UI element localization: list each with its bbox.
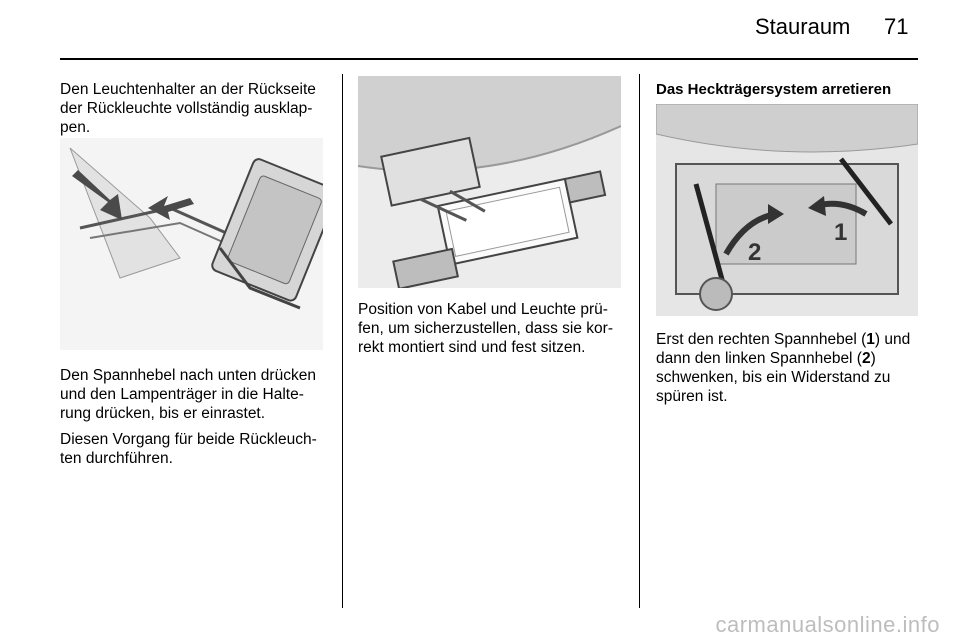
text-part-c: ) schwenken, bis ein Widerstand zu spüren ist. [656,350,891,405]
column-1-top [60,80,328,144]
paragraph-fold-out-holder: Den Leuchtenhalter an der Rückseite der Rückleuchte vollständig ausklappen. [60,81,316,136]
illustration-carrier-levers [656,104,918,316]
column-3-heading [656,80,926,106]
figure-label-1: 1 [834,219,848,246]
watermark: carmanualsonline.info [715,612,940,637]
column-2-text [358,300,626,364]
paragraph-check-position: Position von Kabel und Leuchte prüfen, um sicherzustellen, dass sie korrekt montiert sind und fest sitzen. [358,301,614,356]
header-divider [60,58,918,60]
lever-ref-2: 2 [861,350,871,367]
column-1-bottom [60,366,328,475]
paragraph-press-lever: Den Spannhebel nach unten drücken und den Lampenträger in die Halterung drücken, bis er einrastet. [60,367,316,422]
section-heading: Das Heckträgersystem arretieren [656,81,892,98]
lever-ref-1: 1 [866,331,875,348]
page-title: Stauraum [755,14,851,39]
illustration-mounted-lamp [358,76,621,288]
paragraph-swing-levers [656,330,926,406]
text-part-a: Erst den rechten Spannhebel ( [656,331,867,348]
page-number: 71 [884,14,909,39]
column-divider-2 [639,74,640,608]
paragraph-repeat-both: Diesen Vorgang für beide Rückleuchten durchführen. [60,431,317,467]
column-divider-1 [342,74,343,608]
illustration-lamp-holder [60,138,323,350]
text-part-b: ) und dann den linken Spannhebel ( [656,331,911,367]
figure-label-2: 2 [748,239,762,266]
column-3-text [656,330,926,413]
